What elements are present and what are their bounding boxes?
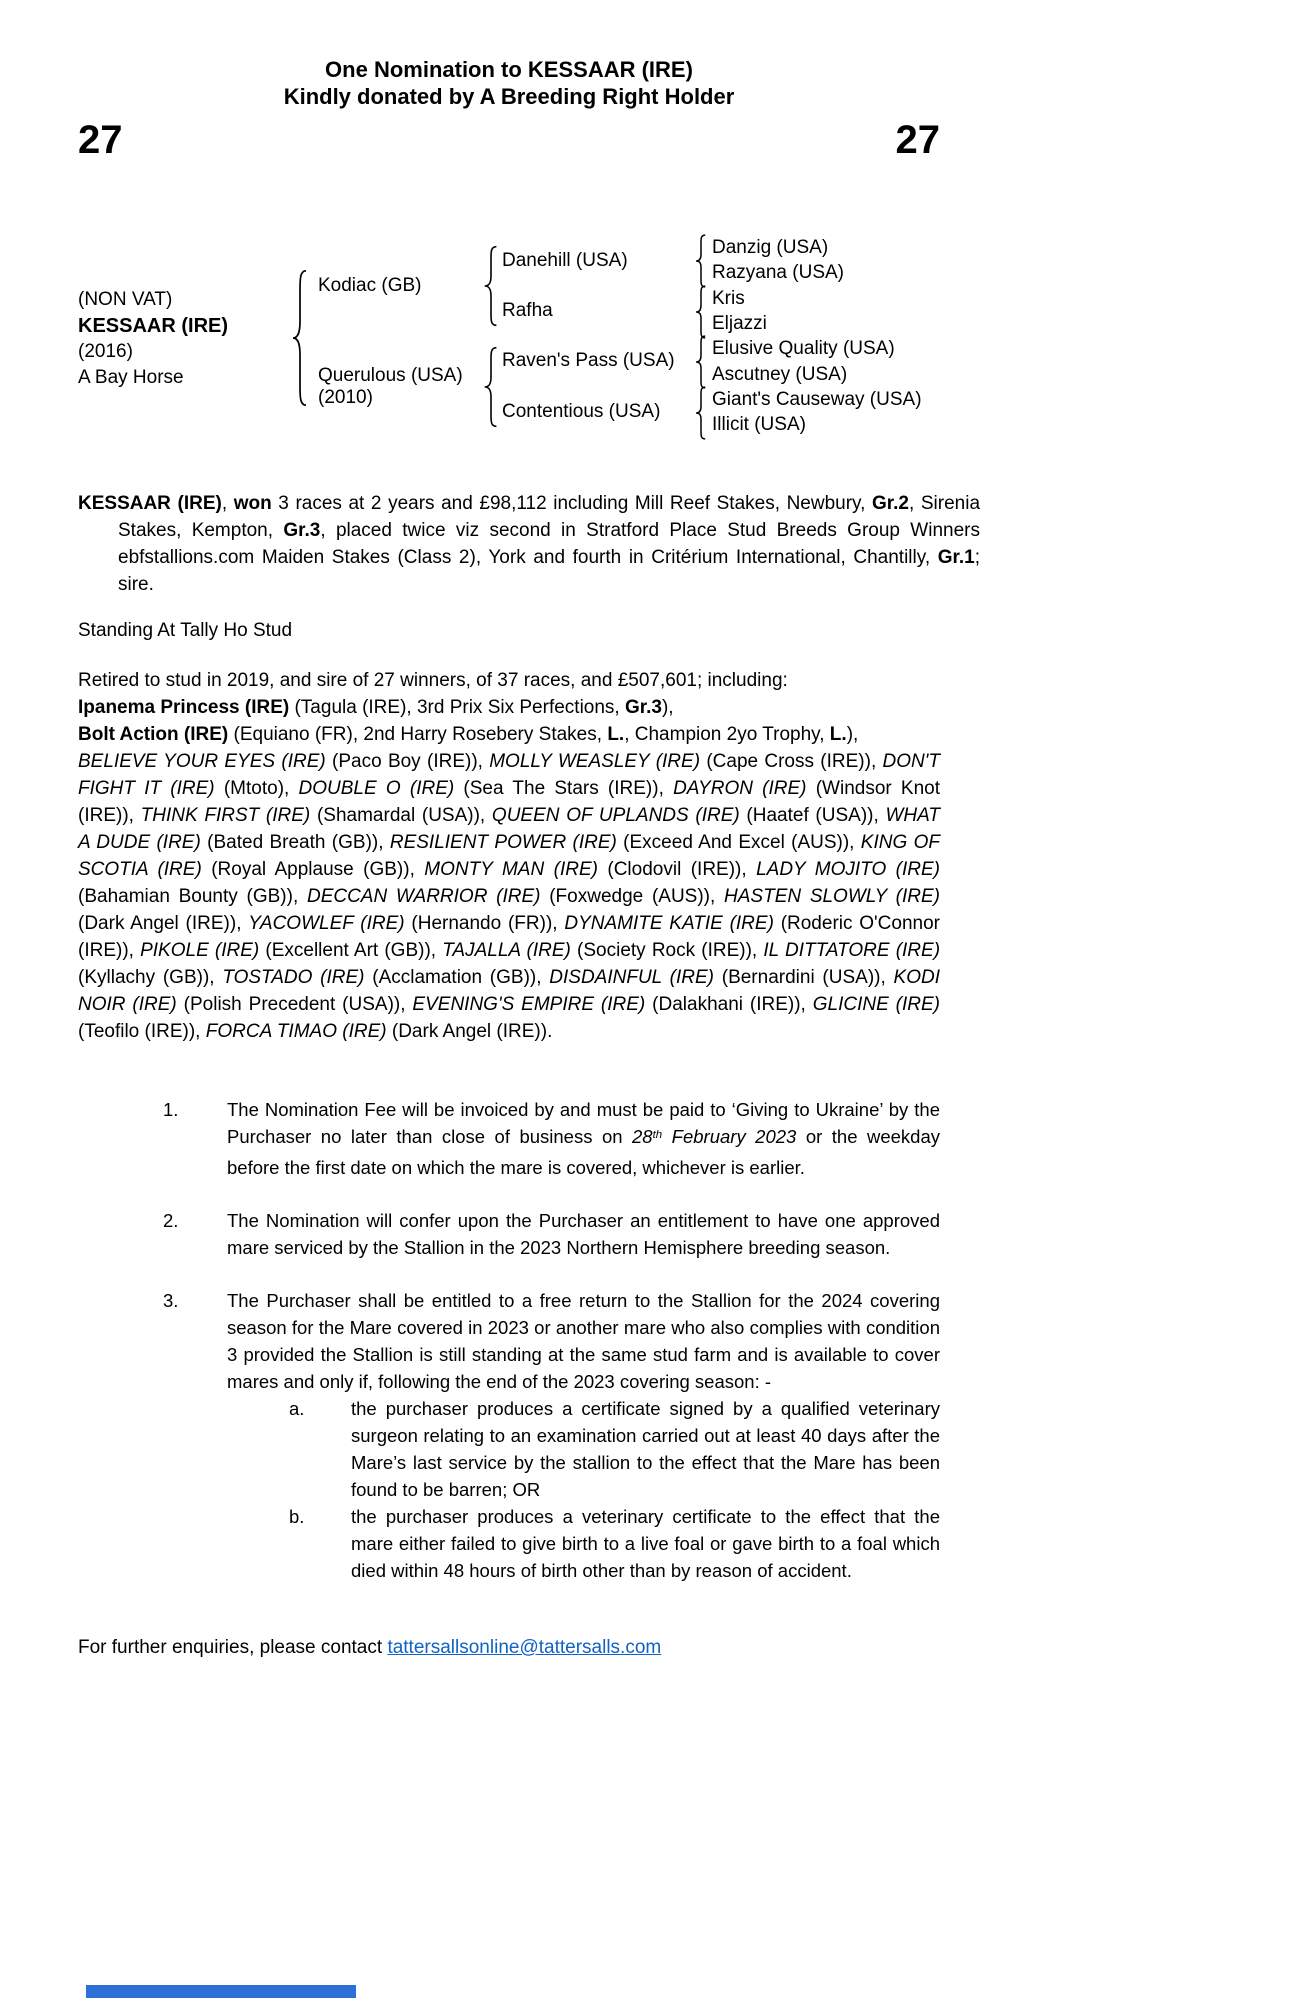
brace-gen4-icon bbox=[694, 335, 708, 389]
enquiries-text: For further enquiries, please contact bbox=[78, 1637, 388, 1658]
brace-gen4-icon bbox=[694, 234, 708, 288]
brace-sire-icon bbox=[482, 245, 500, 327]
sire-name: Kodiac (GB) bbox=[318, 275, 422, 296]
pedigree-table bbox=[0, 230, 1314, 460]
condition-subtext: the purchaser produces a veterinary certificate to the effect that the mare either failed to give birth to a live foal or gave birth to a foal which died within 48 hours of birth other than by reason of accident. bbox=[351, 1506, 940, 1581]
lot-number-right: 27 bbox=[895, 118, 940, 162]
brace-gen4-icon bbox=[694, 285, 708, 339]
condition-text: The Purchaser shall be entitled to a free return to the Stallion for the 2024 covering season for the Mare covered in 2023 or another mare who also complies with condition 3 provided the Stallion is still standing at the same stud farm and is available to cover mares and only if, following the end of the 2023 covering season: - bbox=[227, 1290, 940, 1392]
subject-name: KESSAAR (IRE) bbox=[78, 315, 229, 337]
sire-dam-name: Rafha bbox=[502, 300, 553, 321]
race-record-paragraph: KESSAAR (IRE), won 3 races at 2 years and £98,112 including Mill Reef Stakes, Newbury, Gr.2, Sirenia Stakes, Kempton, Gr.3, placed twice viz second in Stratford Place Stud Breeds Group Winners ebfstallions.com Maiden Stakes (Class 2), York and fourth in Critérium International, Chantilly, Gr.1; sire. bbox=[78, 493, 981, 595]
page-header bbox=[78, 0, 940, 110]
ancestor-name: Razyana (USA) bbox=[712, 262, 844, 283]
ancestor-name: Elusive Quality (USA) bbox=[712, 338, 895, 359]
page-title: One Nomination to KESSAAR (IRE) bbox=[325, 57, 693, 82]
condition-subtext: the purchaser produces a certificate signed by a qualified veterinary surgeon relating to an examination carried out at least 40 days after the Mare’s last service by the stallion to the effect that the Mare has been found to be barren; OR bbox=[351, 1398, 940, 1500]
dam-year: (2010) bbox=[318, 387, 373, 408]
ancestor-name: Eljazzi bbox=[712, 313, 767, 334]
dam-block bbox=[318, 365, 463, 409]
contact-email-link[interactable]: tattersallsonline@tattersalls.com bbox=[387, 1637, 662, 1658]
progeny-paragraph: Retired to stud in 2019, and sire of 27 winners, of 37 races, and £507,601; including: Ipanema Princess (IRE) (Tagula (IRE), 3rd Prix Six Perfections, Gr.3), Bolt Action (IRE) (Equiano (FR), 2nd Harry Rosebery Stakes, L., Champion 2yo Trophy, L.), BELIEVE YOUR EYES (IRE) (Paco Boy (IRE)), MOLLY WEASLEY (IRE) (Cape Cross (IRE)), DON'T FIGHT IT (IRE) (Mtoto), DOUBLE O (IRE) (Sea The Stars (IRE)), DAYRON (IRE) (Windsor Knot (IRE)), THINK FIRST (IRE) (Shamardal (USA)), QUEEN OF UPLANDS (IRE) (Haatef (USA)), WHAT A DUDE (IRE) (Bated Breath (GB)), RESILIENT POWER (IRE) (Exceed And Excel (AUS)), KING OF SCOTIA (IRE) (Royal Applause (GB)), MONTY MAN (IRE) (Clodovil (IRE)), LADY MOJITO (IRE) (Bahamian Bounty (GB)), DECCAN WARRIOR (IRE) (Foxwedge (AUS)), HASTEN SLOWLY (IRE) (Dark Angel (IRE)), YACOWLEF (IRE) (Hernando (FR)), DYNAMITE KATIE (IRE) (Roderic O'Connor (IRE)), PIKOLE (IRE) (Excellent Art (GB)), TAJALLA (IRE) (Society Rock (IRE)), IL DITTATORE (IRE) (Kyllachy (GB)), TOSTADO (IRE) (Acclamation (GB)), DISDAINFUL (IRE) (Bernardini (USA)), KODI NOIR (IRE) (Polish Precedent (USA)), EVENING'S EMPIRE (IRE) (Dalakhani (IRE)), GLICINE (IRE) (Teofilo (IRE)), FORCA TIMAO (IRE) (Dark Angel (IRE)). bbox=[78, 670, 941, 1042]
dam-sire-name: Raven's Pass (USA) bbox=[502, 350, 675, 371]
condition-text: The Nomination will confer upon the Purchaser an entitlement to have one approved mare serviced by the Stallion in the 2023 Northern Hemisphere breeding season. bbox=[227, 1210, 940, 1258]
sire-sire-name: Danehill (USA) bbox=[502, 250, 628, 271]
dam-name: Querulous (USA) bbox=[318, 365, 463, 386]
brace-gen1-icon bbox=[290, 268, 310, 408]
standing-at-line: Standing At Tally Ho Stud bbox=[78, 620, 293, 641]
brace-gen4-icon bbox=[694, 386, 708, 440]
condition-number: 2. bbox=[163, 1210, 179, 1231]
ancestor-name: Giant's Causeway (USA) bbox=[712, 389, 922, 410]
subject-year: (2016) bbox=[78, 341, 133, 362]
condition-item-1 bbox=[163, 1096, 940, 1181]
ancestor-name: Ascutney (USA) bbox=[712, 364, 848, 385]
condition-subletter: b. bbox=[289, 1506, 305, 1527]
subject-block bbox=[78, 287, 228, 391]
condition-text: The Nomination Fee will be invoiced by and must be paid to ‘Giving to Ukraine’ by the Purchaser no later than close of business on 28th February 2023 or the weekday before the first date on which the mare is covered, whichever is earlier. bbox=[227, 1099, 940, 1178]
condition-item-2 bbox=[163, 1207, 940, 1261]
brace-dam-icon bbox=[482, 346, 500, 428]
ancestor-name: Illicit (USA) bbox=[712, 414, 806, 435]
condition-subitem-a bbox=[289, 1395, 940, 1503]
ancestor-name: Kris bbox=[712, 288, 745, 309]
bottom-blue-bar bbox=[86, 1985, 356, 1998]
condition-subletter: a. bbox=[289, 1398, 305, 1419]
dam-dam-name: Contentious (USA) bbox=[502, 401, 661, 422]
page-subtitle: Kindly donated by A Breeding Right Holder bbox=[283, 84, 735, 109]
lot-row bbox=[78, 118, 940, 162]
condition-number: 3. bbox=[163, 1290, 179, 1311]
condition-subitem-b bbox=[289, 1503, 940, 1584]
enquiries-line bbox=[78, 1634, 940, 1661]
condition-item-3 bbox=[163, 1287, 940, 1584]
lot-number-left: 27 bbox=[78, 118, 123, 162]
subject-colour: A Bay Horse bbox=[78, 367, 184, 388]
condition-number: 1. bbox=[163, 1099, 179, 1120]
subject-vat-status: (NON VAT) bbox=[78, 289, 173, 310]
conditions-list bbox=[163, 1096, 940, 1584]
ancestor-name: Danzig (USA) bbox=[712, 237, 829, 258]
